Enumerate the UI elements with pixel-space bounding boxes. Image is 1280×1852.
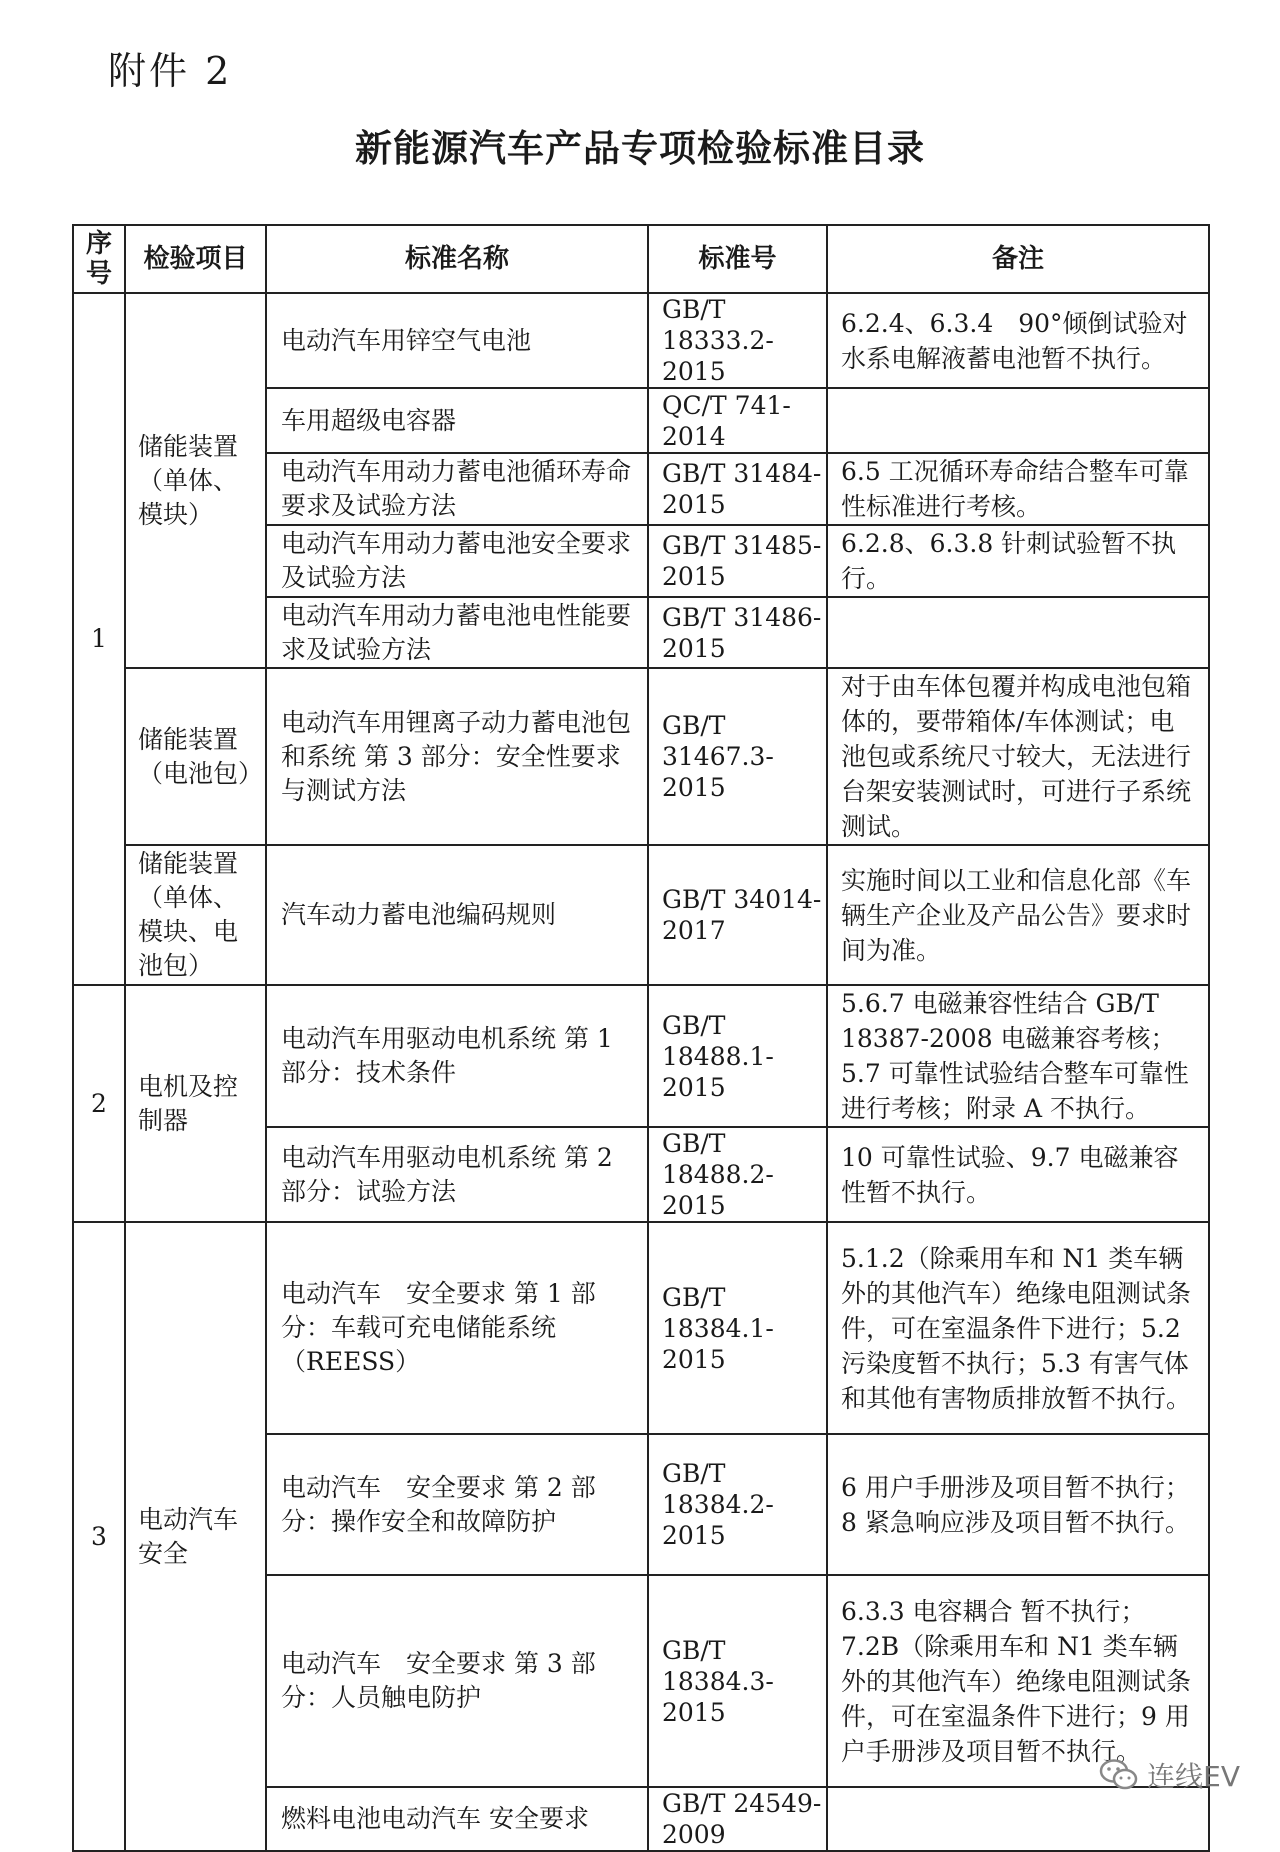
watermark-text: 连线EV	[1147, 1760, 1240, 1793]
standard-name: 电动汽车 安全要求 第 2 部分：操作安全和故障防护	[266, 1434, 648, 1575]
standard-code: GB/T 31485-2015	[648, 525, 827, 597]
table-row	[73, 985, 1209, 1127]
table-row	[73, 1222, 1209, 1434]
standard-code: GB/T 18384.3-2015	[648, 1575, 827, 1787]
remark: 5.1.2（除乘用车和 N1 类车辆外的其他汽车）绝缘电阻测试条件，可在室温条件下进行；5.2 污染度暂不执行；5.3 有害气体和其他有害物质排放暂不执行。	[827, 1222, 1209, 1434]
remark: 10 可靠性试验、9.7 电磁兼容性暂不执行。	[827, 1127, 1209, 1222]
standard-code: GB/T 18384.1-2015	[648, 1222, 827, 1434]
remark: 6.2.8、6.3.8 针刺试验暂不执行。	[827, 525, 1209, 597]
standard-name: 电动汽车 安全要求 第 3 部分：人员触电防护	[266, 1575, 648, 1787]
standard-name: 电动汽车用动力蓄电池电性能要求及试验方法	[266, 597, 648, 668]
standard-name: 电动汽车用驱动电机系统 第 2 部分：试验方法	[266, 1127, 648, 1222]
header-name: 标准名称	[266, 225, 648, 293]
standard-code: GB/T 31486-2015	[648, 597, 827, 668]
standard-code: QC/T 741-2014	[648, 388, 827, 453]
row-number: 1	[73, 293, 125, 985]
remark: 5.6.7 电磁兼容性结合 GB/T 18387-2008 电磁兼容考核；5.7 可靠性试验结合整车可靠性进行考核；附录 A 不执行。	[827, 985, 1209, 1127]
standard-name: 电动汽车用动力蓄电池循环寿命要求及试验方法	[266, 453, 648, 525]
standard-code: GB/T 34014-2017	[648, 845, 827, 985]
inspection-item: 电机及控制器	[125, 985, 266, 1222]
table-row	[73, 845, 1209, 985]
row-number: 2	[73, 985, 125, 1222]
standard-name: 电动汽车用动力蓄电池安全要求及试验方法	[266, 525, 648, 597]
watermark	[1099, 1755, 1240, 1795]
standard-code: GB/T 31467.3-2015	[648, 668, 827, 845]
remark: 6.3.3 电容耦合 暂不执行；7.2B（除乘用车和 N1 类车辆外的其他汽车）绝缘电阻测试条件，可在室温条件下进行；9 用户手册涉及项目暂不执行。	[827, 1575, 1209, 1787]
remark	[827, 1787, 1209, 1851]
standard-code: GB/T 31484-2015	[648, 453, 827, 525]
standard-code: GB/T 18333.2-2015	[648, 293, 827, 388]
table-row	[73, 668, 1209, 845]
table-header-row	[73, 225, 1209, 293]
annex-label: 附件 2	[108, 49, 233, 93]
standard-name: 电动汽车用驱动电机系统 第 1 部分：技术条件	[266, 985, 648, 1127]
standard-name: 车用超级电容器	[266, 388, 648, 453]
remark: 对于由车体包覆并构成电池包箱体的，要带箱体/车体测试；电池包或系统尺寸较大，无法进行台架安装测试时，可进行子系统测试。	[827, 668, 1209, 845]
remark	[827, 388, 1209, 453]
inspection-item: 储能装置（单体、模块）	[125, 293, 266, 668]
standard-name: 电动汽车用锂离子动力蓄电池包和系统 第 3 部分：安全性要求与测试方法	[266, 668, 648, 845]
remark: 实施时间以工业和信息化部《车辆生产企业及产品公告》要求时间为准。	[827, 845, 1209, 985]
standard-name: 电动汽车用锌空气电池	[266, 293, 648, 388]
header-code: 标准号	[648, 225, 827, 293]
standard-code: GB/T 18488.1-2015	[648, 985, 827, 1127]
header-item: 检验项目	[125, 225, 266, 293]
standards-table	[72, 224, 1210, 1852]
standard-code: GB/T 24549-2009	[648, 1787, 827, 1851]
remark	[827, 597, 1209, 668]
inspection-item: 储能装置（单体、模块、电池包）	[125, 845, 266, 985]
standard-code: GB/T 18488.2-2015	[648, 1127, 827, 1222]
remark: 6 用户手册涉及项目暂不执行；8 紧急响应涉及项目暂不执行。	[827, 1434, 1209, 1575]
standard-name: 电动汽车 安全要求 第 1 部分：车载可充电储能系统（REESS）	[266, 1222, 648, 1434]
remark: 6.2.4、6.3.4 90°倾倒试验对水系电解液蓄电池暂不执行。	[827, 293, 1209, 388]
header-remark: 备注	[827, 225, 1209, 293]
inspection-item: 电动汽车安全	[125, 1222, 266, 1851]
standard-name: 汽车动力蓄电池编码规则	[266, 845, 648, 985]
remark: 6.5 工况循环寿命结合整车可靠性标准进行考核。	[827, 453, 1209, 525]
standard-name: 燃料电池电动汽车 安全要求	[266, 1787, 648, 1851]
wechat-icon	[1099, 1758, 1139, 1792]
table-row	[73, 293, 1209, 388]
inspection-item: 储能装置（电池包）	[125, 668, 266, 845]
page-title: 新能源汽车产品专项检验标准目录	[355, 126, 925, 170]
header-no: 序号	[73, 225, 125, 293]
row-number: 3	[73, 1222, 125, 1851]
standard-code: GB/T 18384.2-2015	[648, 1434, 827, 1575]
